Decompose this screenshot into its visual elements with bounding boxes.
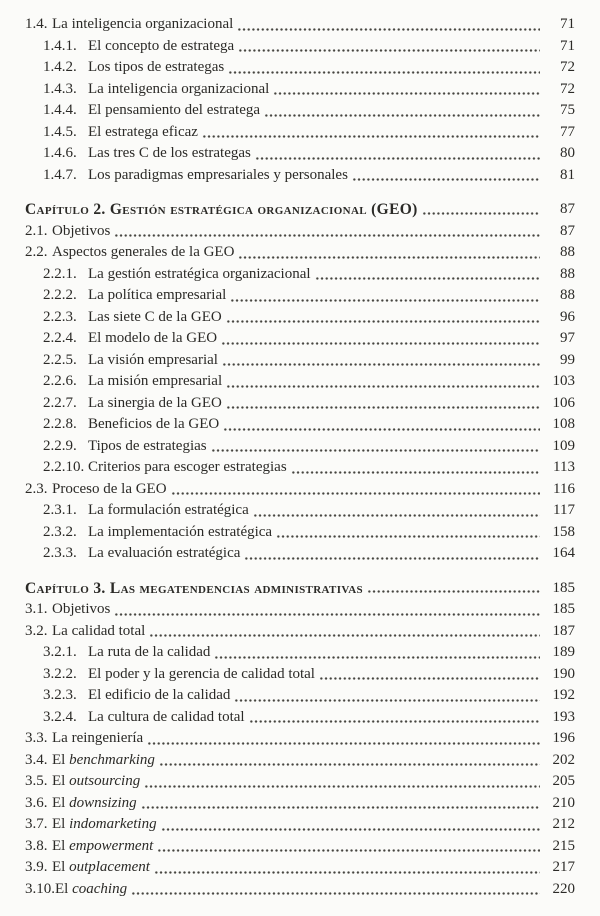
dot-leader (264, 100, 540, 122)
dot-leader (234, 685, 540, 707)
toc-entry-row (25, 457, 575, 479)
page-number: 88 (560, 244, 575, 260)
page-number: 75 (560, 102, 575, 118)
dot-leader (144, 771, 540, 793)
toc-entry-title: El outsourcing (52, 773, 141, 789)
toc-entry-number: 2.2.2. (43, 287, 77, 303)
page-number: 103 (552, 373, 575, 389)
toc-entry-title: La sinergia de la GEO (88, 394, 222, 411)
toc-entry-number: 1.4.7. (43, 166, 77, 183)
dot-leader (147, 728, 540, 750)
page-number: 202 (552, 751, 575, 768)
toc-entry-number: 2.2.9. (43, 437, 77, 454)
toc-entry-number: 3.2.2. (43, 665, 77, 682)
page-number: 205 (552, 773, 575, 789)
toc-entry-row (25, 522, 575, 544)
dot-leader (255, 143, 540, 165)
toc-entry-row (25, 221, 575, 243)
toc-entry-row (25, 328, 575, 350)
dot-leader (367, 578, 540, 600)
page-number: 71 (560, 37, 575, 54)
toc-entry-title: La implementación estratégica (88, 523, 273, 540)
toc-entry-title: La evaluación estratégica (88, 545, 241, 561)
page-number: 108 (552, 416, 575, 432)
toc-entry-title: El modelo de la GEO (88, 330, 218, 346)
dot-leader (315, 264, 540, 286)
toc-entry-title: Proceso de la GEO (52, 480, 167, 497)
toc-entry-number: 1.4.4. (43, 102, 77, 118)
toc-entry-number: 2.3.2. (43, 523, 77, 540)
page-number: 117 (553, 502, 575, 518)
toc-entry-row (25, 857, 575, 879)
dot-leader (171, 479, 540, 501)
page-number: 190 (552, 665, 575, 682)
toc-entry-number: 3.2.4. (43, 708, 77, 725)
toc-entry-number: 1.4. (25, 16, 48, 32)
page-number: 192 (552, 687, 575, 703)
toc-entry-number: 2.2.5. (43, 351, 77, 368)
toc-entry-number: 1.4.5. (43, 123, 77, 140)
toc-entry-number: 3.1. (25, 601, 48, 617)
toc-entry-title: Aspectos generales de la GEO (52, 244, 235, 260)
dot-leader (154, 857, 540, 879)
toc-entry-title: La política empresarial (88, 287, 227, 303)
toc-entry-number: 3.4. (25, 751, 48, 768)
dot-leader (214, 642, 540, 664)
toc-entry-title: El outplacement (52, 859, 150, 875)
page-number: 185 (552, 601, 575, 617)
page-number: 96 (560, 308, 575, 325)
page-number: 210 (552, 794, 575, 811)
dot-leader (276, 522, 540, 544)
dot-leader (202, 122, 540, 144)
page-number: 158 (552, 523, 575, 540)
dot-leader (273, 79, 540, 101)
toc-entry-number: 3.9. (25, 859, 48, 875)
toc-entry-number: 1.4.3. (43, 80, 77, 97)
dot-leader (249, 707, 540, 729)
dot-leader (161, 814, 540, 836)
toc-entry-number: 3.3. (25, 730, 48, 746)
dot-leader (228, 57, 540, 79)
dot-leader (226, 307, 540, 329)
toc-entry-title: La inteligencia organizacional (88, 80, 270, 97)
dot-leader (226, 393, 540, 415)
dot-leader (226, 371, 540, 393)
toc-entry-row (25, 264, 575, 286)
toc-entry-title: El concepto de estratega (88, 37, 235, 54)
toc-chapter-title: Capítulo 2. Gestión estratégica organizacional (GEO) (25, 201, 418, 218)
page-number: 87 (560, 222, 575, 239)
toc-entry-title: El empowerment (52, 837, 154, 854)
toc-entry-title: La formulación estratégica (88, 502, 249, 518)
toc-entry-row (25, 543, 575, 565)
toc-entry-row (25, 14, 575, 36)
toc-entry-title: El benchmarking (52, 751, 155, 768)
dot-leader (211, 436, 540, 458)
toc-entry-row (25, 393, 575, 415)
toc-entry-row (25, 707, 575, 729)
page-number: 189 (552, 644, 575, 660)
toc-entry-number: 2.2.1. (43, 265, 77, 282)
toc-entry-title: Tipos de estrategias (88, 437, 207, 454)
toc-entry-number: 1.4.1. (43, 37, 77, 54)
page-number: 217 (552, 859, 575, 875)
page-number: 164 (552, 545, 575, 561)
toc-entry-title: La calidad total (52, 622, 146, 639)
toc-entry-row (25, 350, 575, 372)
page-number: 196 (552, 730, 575, 746)
toc-entry-row (25, 879, 575, 901)
page-number: 212 (552, 816, 575, 832)
toc-chapter-title: Capítulo 3. Las megatendencias administrativas (25, 579, 363, 597)
toc-entry-number: 2.3.1. (43, 502, 77, 518)
toc-entry-row (25, 500, 575, 522)
page-number: 187 (552, 622, 575, 639)
toc-entry-number: 1.4.6. (43, 145, 77, 161)
toc-chapter-row (25, 199, 575, 221)
toc-entry-number: 3.7. (25, 816, 48, 832)
toc-entry-row (25, 728, 575, 750)
toc-entry-title: Las tres C de los estrategas (88, 145, 251, 161)
page-number: 106 (552, 394, 575, 411)
dot-leader (253, 500, 540, 522)
toc-entry-title: El downsizing (52, 794, 137, 811)
page-number: 99 (560, 351, 575, 368)
toc-entry-number: 3.2.1. (43, 644, 77, 660)
toc-entry-title: El indomarketing (52, 816, 157, 832)
toc-entry-row (25, 285, 575, 307)
toc-entry-title: La inteligencia organizacional (52, 16, 234, 32)
toc-entry-title: La reingeniería (52, 730, 144, 746)
toc-entry-title: Objetivos (52, 222, 111, 239)
dot-leader (237, 14, 540, 36)
dot-leader (157, 836, 540, 858)
toc-entry-title: La visión empresarial (88, 351, 218, 368)
toc-entry-title: Los tipos de estrategas (88, 59, 225, 75)
toc-entry-title: Las siete C de la GEO (88, 308, 222, 325)
toc-entry-row (25, 621, 575, 643)
toc-entry-number: 2.2.6. (43, 373, 77, 389)
toc-entry-number: 2.2.8. (43, 416, 77, 432)
toc-entry-row (25, 685, 575, 707)
toc-entry-title: Objetivos (52, 601, 111, 617)
toc-entry-row (25, 664, 575, 686)
toc-entry-number: 2.3. (25, 480, 48, 497)
toc-entry-row (25, 642, 575, 664)
page-number: 185 (552, 579, 575, 596)
dot-leader (223, 414, 540, 436)
dot-leader (149, 621, 540, 643)
dot-leader (291, 457, 540, 479)
toc-chapter-row (25, 578, 575, 600)
toc-entry-number: 2.2.3. (43, 308, 77, 325)
toc-entry-row (25, 165, 575, 187)
toc-entry-number: 2.1. (25, 222, 48, 239)
toc-entry-row (25, 242, 575, 264)
toc-entry-number: 2.2.4. (43, 330, 77, 346)
toc-entry-row (25, 122, 575, 144)
toc-entry-row (25, 771, 575, 793)
toc-entry-row (25, 414, 575, 436)
dot-leader (114, 599, 540, 621)
toc-entry-title: El pensamiento del estratega (88, 102, 261, 118)
toc-entry-title: El poder y la gerencia de calidad total (88, 665, 315, 682)
page-number: 116 (553, 480, 575, 497)
toc-entry-number: 2.2. (25, 244, 48, 260)
toc-entry-row (25, 479, 575, 501)
dot-leader (422, 199, 540, 221)
toc-entry-number: 2.3.3. (43, 545, 77, 561)
toc-entry-row (25, 36, 575, 58)
page-number: 87 (560, 201, 575, 217)
page-number: 71 (560, 16, 575, 32)
toc-entry-title: La ruta de la calidad (88, 644, 211, 660)
page-number: 109 (552, 437, 575, 454)
page-number: 97 (560, 330, 575, 346)
toc-entry-title: El coaching (55, 880, 128, 897)
toc-entry-row (25, 307, 575, 329)
page-number: 88 (560, 265, 575, 282)
dot-leader (222, 350, 540, 372)
toc-entry-number: 3.10. (25, 880, 55, 897)
dot-leader (238, 242, 540, 264)
toc-entry-number: 2.2.7. (43, 394, 77, 411)
toc-entry-number: 3.2.3. (43, 687, 77, 703)
toc-entry-row (25, 793, 575, 815)
page-number: 72 (560, 80, 575, 97)
dot-leader (244, 543, 540, 565)
page-number: 72 (560, 59, 575, 75)
page-number: 81 (560, 166, 575, 183)
toc-entry-row (25, 57, 575, 79)
dot-leader (238, 36, 540, 58)
toc-entry-row (25, 100, 575, 122)
toc-entry-title: La cultura de calidad total (88, 708, 245, 725)
dot-leader (352, 165, 540, 187)
toc-entry-row (25, 599, 575, 621)
dot-leader (221, 328, 540, 350)
toc-entry-row (25, 436, 575, 458)
dot-leader (319, 664, 540, 686)
toc-entry-number: 3.6. (25, 794, 48, 811)
toc-entry-row (25, 750, 575, 772)
toc-entry-number: 2.2.10. (43, 459, 85, 475)
toc-entry-title: La gestión estratégica organizacional (88, 265, 311, 282)
page-number: 193 (552, 708, 575, 725)
page-number: 113 (553, 459, 575, 475)
dot-leader (230, 285, 540, 307)
toc-entry-number: 3.8. (25, 837, 48, 854)
toc-entry-number: 3.5. (25, 773, 48, 789)
page-number: 215 (552, 837, 575, 854)
toc-entry-row (25, 814, 575, 836)
toc-entry-number: 1.4.2. (43, 59, 77, 75)
toc-entry-row (25, 79, 575, 101)
page-number: 77 (560, 123, 575, 140)
toc-entry-title: El edificio de la calidad (88, 687, 231, 703)
toc-entry-title: Beneficios de la GEO (88, 416, 220, 432)
page-number: 220 (552, 880, 575, 897)
dot-leader (159, 750, 540, 772)
toc-entry-title: El estratega eficaz (88, 123, 198, 140)
dot-leader (131, 879, 540, 901)
page-number: 80 (560, 145, 575, 161)
toc-entry-row (25, 371, 575, 393)
toc-entry-row (25, 836, 575, 858)
toc-entry-title: Los paradigmas empresariales y personales (88, 166, 348, 183)
toc-entry-number: 3.2. (25, 622, 48, 639)
toc-entry-title: Criterios para escoger estrategias (88, 459, 287, 475)
toc-entry-row (25, 143, 575, 165)
dot-leader (114, 221, 540, 243)
toc-entry-title: La misión empresarial (88, 373, 223, 389)
dot-leader (141, 793, 540, 815)
page-number: 88 (560, 287, 575, 303)
